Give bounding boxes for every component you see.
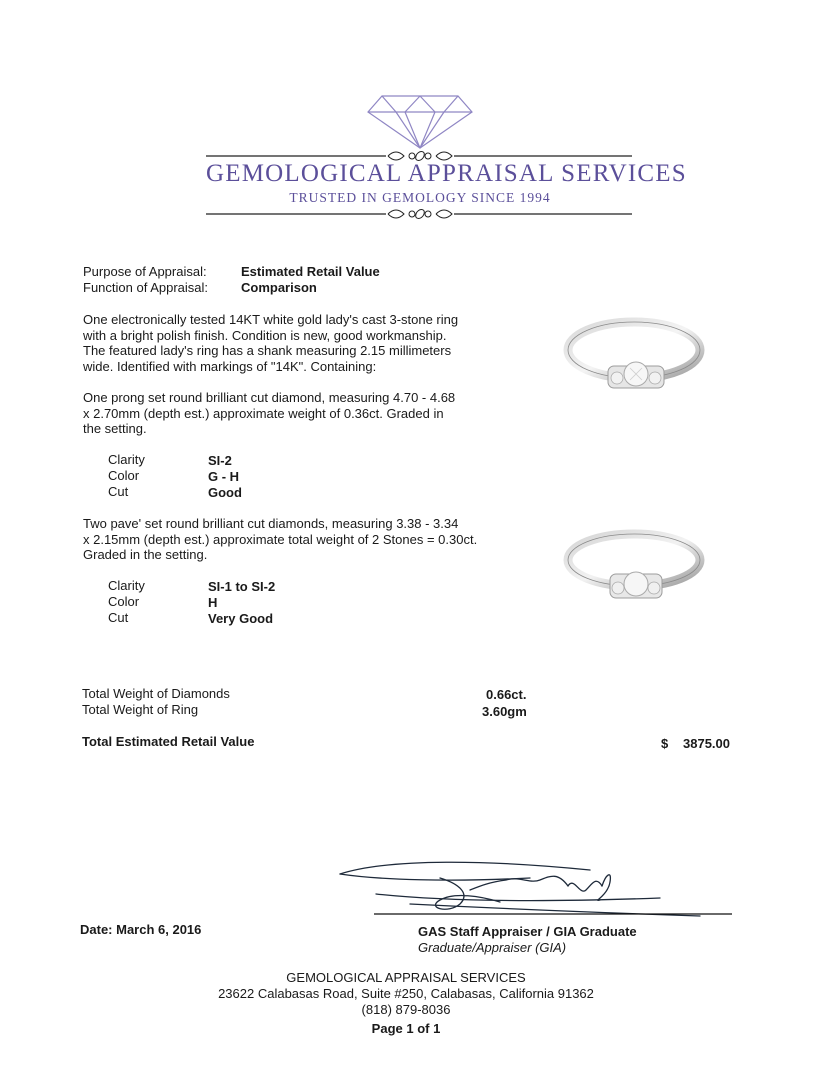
page-number: Page 1 of 1 <box>371 1021 441 1036</box>
side-stones-line: Graded in the setting. <box>83 547 208 562</box>
center-clarity-value: SI-2 <box>208 453 232 468</box>
footer-phone: (818) 879-8036 <box>361 1002 451 1017</box>
side-cut-label: Cut <box>108 610 129 625</box>
logo-company-name: GEMOLOGICAL APPRAISAL SERVICES <box>206 160 687 187</box>
side-clarity-value: SI-1 to SI-2 <box>208 579 276 594</box>
side-stones-description <box>83 516 477 563</box>
total-diamonds-label: Total Weight of Diamonds <box>82 686 230 701</box>
appraiser-credential: Graduate/Appraiser (GIA) <box>418 940 567 955</box>
total-retail-label: Total Estimated Retail Value <box>82 734 255 749</box>
appraisal-date: Date: March 6, 2016 <box>80 922 202 937</box>
function-label: Function of Appraisal: <box>83 280 209 295</box>
purpose-value: Estimated Retail Value <box>241 264 380 279</box>
description-line: wide. Identified with markings of "14K". Containing: <box>83 358 377 374</box>
purpose-label: Purpose of Appraisal: <box>83 264 207 279</box>
center-stone-line: the setting. <box>83 421 147 436</box>
description-line: with a bright polish finish. Condition is new, good workmanship. <box>83 327 447 343</box>
total-diamonds-value: 0.66ct. <box>486 687 527 702</box>
side-stones-line: x 2.15mm (depth est.) approximate total weight of 2 Stones = 0.30ct. <box>83 531 478 547</box>
total-ring-value: 3.60gm <box>482 704 527 719</box>
center-stone-line: x 2.70mm (depth est.) approximate weight of 0.36ct. Graded in <box>83 405 444 421</box>
description-line: The featured lady's ring has a shank measuring 2.15 millimeters <box>83 343 452 358</box>
center-stone-line: One prong set round brilliant cut diamond, measuring 4.70 - 4.68 <box>83 390 456 405</box>
center-color-value: G - H <box>208 469 240 484</box>
function-value: Comparison <box>241 280 317 295</box>
side-stones-line: Two pave' set round brilliant cut diamonds, measuring 3.38 - 3.34 <box>83 516 459 531</box>
side-color-value: H <box>208 595 218 610</box>
total-ring-label: Total Weight of Ring <box>82 702 199 717</box>
center-color-label: Color <box>108 468 140 483</box>
side-cut-value: Very Good <box>208 611 274 626</box>
center-stone-description <box>83 390 455 437</box>
side-clarity-label: Clarity <box>108 578 145 593</box>
appraiser-title: GAS Staff Appraiser / GIA Graduate <box>418 924 637 939</box>
center-cut-value: Good <box>208 485 242 500</box>
description-line: One electronically tested 14KT white gold lady's cast 3-stone ring <box>83 312 459 327</box>
footer-address: 23622 Calabasas Road, Suite #250, Calabasas, California 91362 <box>218 986 594 1001</box>
logo-tagline: TRUSTED IN GEMOLOGY SINCE 1994 <box>289 190 551 205</box>
center-clarity-label: Clarity <box>108 452 145 467</box>
ring-photo-top <box>560 306 710 406</box>
currency-symbol: $ <box>661 736 669 751</box>
item-description <box>83 312 458 374</box>
center-cut-label: Cut <box>108 484 129 499</box>
side-color-label: Color <box>108 594 140 609</box>
total-retail-value: 3875.00 <box>683 736 730 751</box>
ring-photo-bottom <box>560 520 710 620</box>
appraiser-signature <box>330 856 740 926</box>
footer-company: GEMOLOGICAL APPRAISAL SERVICES <box>286 970 526 985</box>
